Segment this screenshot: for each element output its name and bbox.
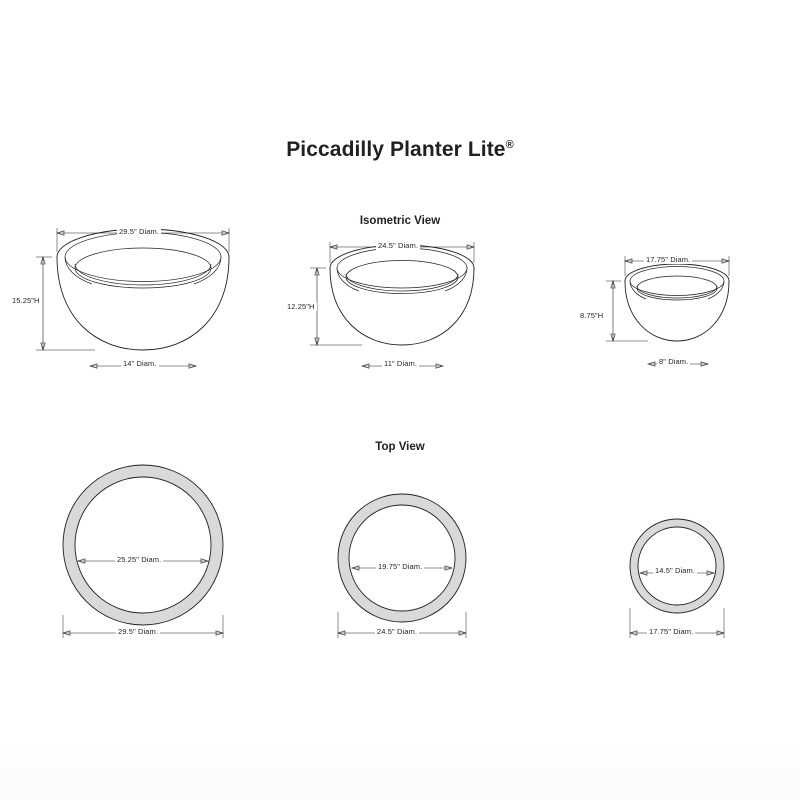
top-large-outer-diam-label: 29.5" Diam.: [118, 627, 159, 636]
top-medium-outer-diam-label: 24.5" Diam.: [377, 627, 418, 636]
iso-planter-large: [57, 229, 229, 350]
top-planter-medium: [338, 494, 466, 622]
iso-medium-base-diam-label: 11" Diam.: [384, 359, 418, 368]
iso-medium-top-diam-label: 24.5" Diam.: [378, 241, 419, 250]
top-view-section-label: Top View: [375, 441, 425, 453]
iso-large-top-diam-label: 29.5" Diam.: [119, 227, 160, 236]
iso-large-height-label: 15.25"H: [12, 296, 40, 305]
top-large-inner-diam-label: 25.25" Diam.: [117, 555, 162, 564]
top-planter-large: [63, 465, 223, 625]
iso-small-base-diam-label: 8" Diam.: [659, 357, 689, 366]
top-small-outer-diam-label: 17.75" Diam.: [649, 627, 694, 636]
iso-small-height-label: 8.75"H: [580, 311, 604, 320]
top-small-inner-diam-label: 14.5" Diam.: [655, 566, 696, 575]
iso-planter-medium: [330, 245, 474, 345]
top-medium-inner-diam-label: 19.75" Diam.: [378, 562, 423, 571]
iso-medium-height-label: 12.25"H: [287, 302, 315, 311]
iso-small-top-diam-label: 17.75" Diam.: [646, 255, 691, 264]
page-title-text: Piccadilly Planter Lite: [286, 138, 506, 161]
iso-planter-small: [625, 264, 729, 341]
iso-large-base-diam-label: 14" Diam.: [123, 359, 157, 368]
registered-mark: ®: [505, 139, 514, 151]
isometric-section-label: Isometric View: [359, 215, 441, 227]
